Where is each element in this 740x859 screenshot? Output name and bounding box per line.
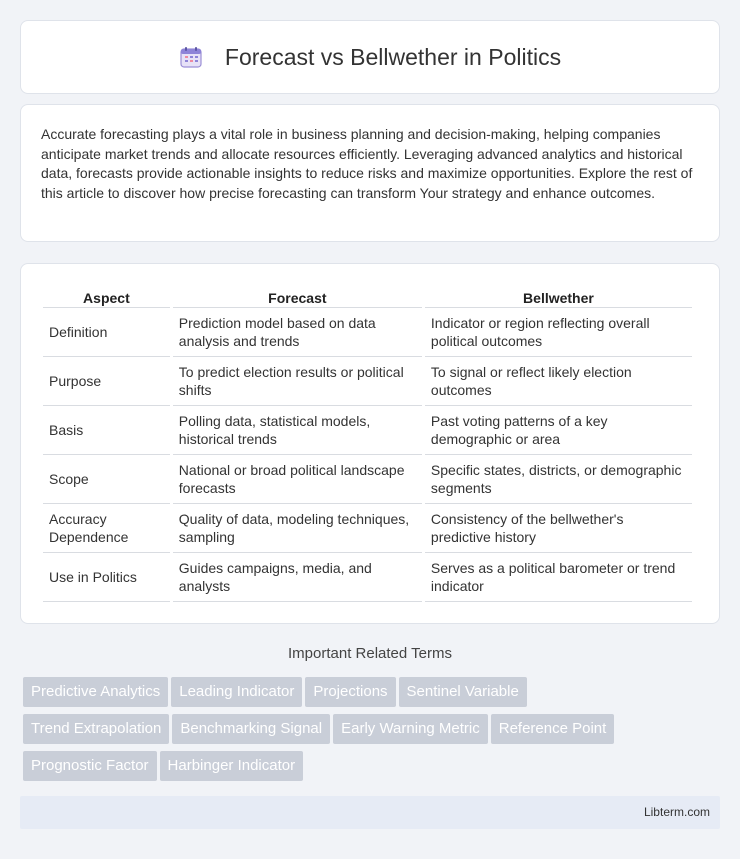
footer-site-link[interactable]: Libterm.com: [643, 805, 710, 819]
table-row: [43, 357, 692, 406]
related-term-tag[interactable]: Prognostic Factor: [23, 751, 157, 781]
aspect-cell: Use in Politics: [43, 553, 170, 602]
comparison-table-card: [20, 263, 720, 624]
aspect-cell: Scope: [43, 455, 170, 504]
aspect-cell: Basis: [43, 406, 170, 455]
bellwether-cell: Indicator or region reflecting overall political outcomes: [425, 308, 692, 357]
related-terms-heading: Important Related Terms: [288, 645, 452, 662]
header-aspect: Aspect: [43, 286, 170, 308]
forecast-cell: Quality of data, modeling techniques, sampling: [173, 504, 422, 553]
bellwether-cell: To signal or reflect likely election outcomes: [425, 357, 692, 406]
forecast-cell: To predict election results or political shifts: [173, 357, 422, 406]
forecast-cell: Polling data, statistical models, historical trends: [173, 406, 422, 455]
title-card: [20, 20, 720, 94]
aspect-cell: Accuracy Dependence: [43, 504, 170, 553]
calendar-icon: [179, 45, 203, 69]
forecast-cell: Guides campaigns, media, and analysts: [173, 553, 422, 602]
related-term-tag[interactable]: Benchmarking Signal: [172, 714, 330, 744]
bellwether-cell: Consistency of the bellwether's predictive history: [425, 504, 692, 553]
aspect-cell: Purpose: [43, 357, 170, 406]
table-row: [43, 455, 692, 504]
footer: [20, 796, 720, 829]
table-row: [43, 308, 692, 357]
related-term-tag[interactable]: Reference Point: [491, 714, 615, 744]
related-term-tag[interactable]: Sentinel Variable: [399, 677, 527, 707]
intro-card: [20, 104, 720, 242]
table-row: [43, 406, 692, 455]
aspect-cell: Definition: [43, 308, 170, 357]
related-terms-list: [23, 677, 723, 788]
bellwether-cell: Specific states, districts, or demographic segments: [425, 455, 692, 504]
intro-text: Accurate forecasting plays a vital role in business planning and decision-making, helping companies anticipate market trends and allocate resources efficiently. Leveraging advanced analytics and historical data, forecasts provide actionable insights to reduce risks and maximize opportunities. Explore the rest of this article to discover how precise forecasting can transform Your strategy and enhance outcomes.: [41, 126, 693, 201]
bellwether-cell: Past voting patterns of a key demographic or area: [425, 406, 692, 455]
table-row: [43, 553, 692, 602]
related-term-tag[interactable]: Predictive Analytics: [23, 677, 168, 707]
header-bellwether: Bellwether: [425, 286, 692, 308]
header-forecast: Forecast: [173, 286, 422, 308]
related-term-tag[interactable]: Harbinger Indicator: [160, 751, 304, 781]
table-row: [43, 504, 692, 553]
bellwether-cell: Serves as a political barometer or trend indicator: [425, 553, 692, 602]
forecast-cell: Prediction model based on data analysis and trends: [173, 308, 422, 357]
related-term-tag[interactable]: Leading Indicator: [171, 677, 302, 707]
forecast-cell: National or broad political landscape forecasts: [173, 455, 422, 504]
related-term-tag[interactable]: Early Warning Metric: [333, 714, 488, 744]
page-title: Forecast vs Bellwether in Politics: [224, 43, 562, 70]
related-term-tag[interactable]: Projections: [305, 677, 395, 707]
table-header-row: [43, 286, 692, 308]
comparison-table: [40, 286, 695, 602]
related-term-tag[interactable]: Trend Extrapolation: [23, 714, 169, 744]
